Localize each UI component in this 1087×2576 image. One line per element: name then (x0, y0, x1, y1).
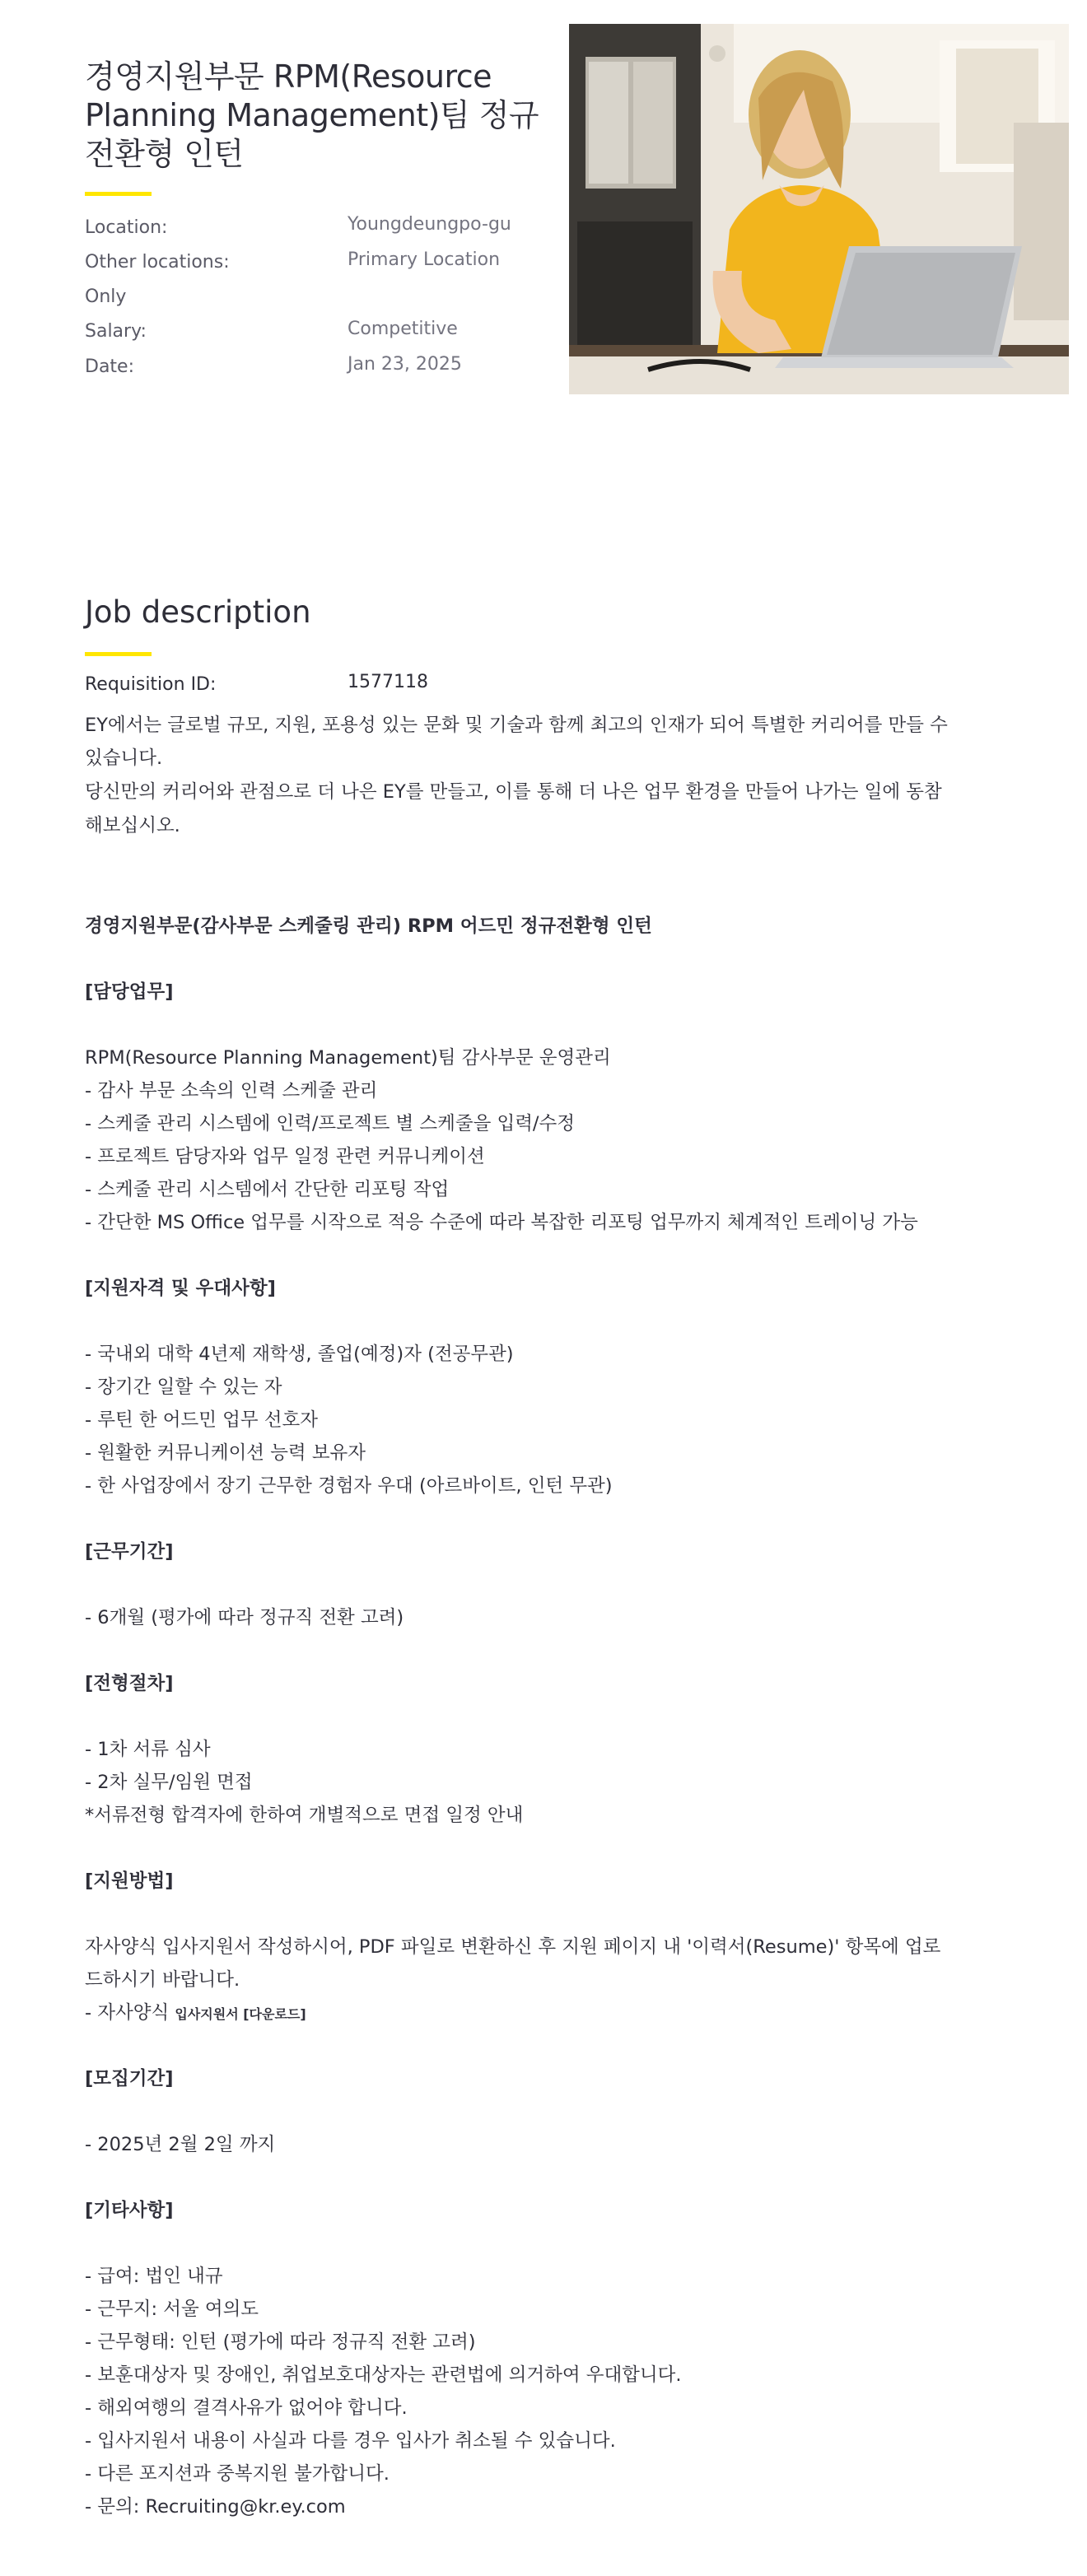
salary-value: Competitive (348, 319, 458, 339)
duties-heading: [담당업무] (85, 981, 174, 1003)
other-locations-value-cont: Only (85, 286, 127, 307)
apply-heading: [지원방법] (85, 1870, 174, 1892)
duty-item: - 스케줄 관리 시스템에 인력/프로젝트 별 스케줄을 입력/수정 (85, 1113, 575, 1134)
job-title (85, 58, 546, 174)
other-locations-value: Primary Location (348, 249, 501, 270)
intro-line: EY에서는 글로벌 규모, 지원, 포용성 있는 문화 및 기술과 함께 최고의 인재가 되어 특별한 커리어를 만들 수 (85, 715, 948, 736)
job-title-line: 전환형 인턴 (85, 136, 244, 172)
requisition-id-value: 1577118 (348, 672, 428, 692)
etc-item: - 입사지원서 내용이 사실과 다를 경우 입사가 취소될 수 있습니다. (85, 2430, 616, 2452)
etc-item: - 해외여행의 결격사유가 없어야 합니다. (85, 2397, 408, 2419)
date-label: Date: (85, 356, 134, 377)
location-label: Location: (85, 217, 168, 238)
apply-item: 자사양식 입사지원서 작성하시어, PDF 파일로 변환하신 후 지원 페이지 내 '이력서(Resume)' 항목에 업로 (85, 1936, 941, 1958)
job-title-line: Planning Management)팀 정규 (85, 97, 539, 133)
intro-line: 있습니다. (85, 748, 163, 769)
job-description-heading: Job description (85, 594, 311, 630)
period-heading: [근무기간] (85, 1541, 174, 1563)
period-item: - 6개월 (평가에 따라 정규직 전환 고려) (85, 1607, 404, 1628)
qualification-item: - 국내외 대학 4년제 재학생, 졸업(예정)자 (전공무관) (85, 1344, 514, 1365)
qualification-item: - 한 사업장에서 장기 근무한 경험자 우대 (아르바이트, 인턴 무관) (85, 1475, 613, 1497)
etc-item: - 다른 포지션과 중복지원 불가합니다. (85, 2463, 390, 2485)
process-item: *서류전형 합격자에 한하여 개별적으로 면접 일정 안내 (85, 1805, 524, 1826)
etc-item: - 보훈대상자 및 장애인, 취업보호대상자는 관련법에 의거하여 우대합니다. (85, 2364, 682, 2386)
recruit-item: - 2025년 2월 2일 까지 (85, 2134, 276, 2155)
application-form-download-link[interactable]: 입사지원서 [다운로드] (175, 2006, 306, 2022)
process-item: - 1차 서류 심사 (85, 1739, 211, 1760)
apply-item: 드하시기 바랍니다. (85, 1969, 240, 1991)
duty-item: - 감사 부문 소속의 인력 스케줄 관리 (85, 1080, 378, 1102)
qualification-item: - 루틴 한 어드민 업무 선호자 (85, 1409, 318, 1431)
other-locations-label: Other locations: (85, 252, 230, 273)
process-item: - 2차 실무/임원 면접 (85, 1772, 253, 1793)
duty-item: - 프로젝트 담당자와 업무 일정 관련 커뮤니케이션 (85, 1146, 485, 1167)
qualification-item: - 장기간 일할 수 있는 자 (85, 1377, 282, 1398)
process-heading: [전형절차] (85, 1673, 174, 1694)
apply-form-prefix: - 자사양식 (85, 2002, 175, 2024)
contact-email[interactable]: - 문의: Recruiting@kr.ey.com (85, 2496, 346, 2518)
date-value: Jan 23, 2025 (348, 354, 462, 375)
woman-with-laptop-photo (569, 24, 1069, 394)
etc-item: - 근무형태: 인턴 (평가에 따라 정규직 전환 고려) (85, 2331, 476, 2353)
duty-item: RPM(Resource Planning Management)팀 감사부문 운영관리 (85, 1047, 611, 1069)
qualification-item: - 원활한 커뮤니케이션 능력 보유자 (85, 1442, 366, 1464)
location-value: Youngdeungpo-gu (348, 214, 511, 235)
duty-item: - 간단한 MS Office 업무를 시작으로 적응 수준에 따라 복잡한 리포팅 업무까지 체계적인 트레이닝 가능 (85, 1212, 918, 1233)
posting-title: 경영지원부문(감사부문 스케줄링 관리) RPM 어드민 정규전환형 인턴 (85, 915, 652, 937)
recruit-heading: [모집기간] (85, 2068, 174, 2089)
job-title-line: 경영지원부문 RPM(Resource (85, 58, 492, 95)
duty-item: - 스케줄 관리 시스템에서 간단한 리포팅 작업 (85, 1179, 450, 1200)
section-accent-bar (85, 652, 152, 656)
intro-line: 당신만의 커리어와 관점으로 더 나은 EY를 만들고, 이를 통해 더 나은 업무 환경을 만들어 나가는 일에 동참 (85, 781, 942, 803)
etc-item: - 급여: 법인 내규 (85, 2266, 223, 2287)
intro-line: 해보십시오. (85, 815, 180, 836)
etc-heading: [기타사항] (85, 2200, 174, 2221)
salary-label: Salary: (85, 321, 147, 342)
hero-image (569, 24, 1069, 394)
title-accent-bar (85, 192, 152, 196)
qualification-heading: [지원자격 및 우대사항] (85, 1278, 276, 1299)
etc-item: - 근무지: 서울 여의도 (85, 2299, 259, 2320)
requisition-id-label: Requisition ID: (85, 674, 217, 695)
apply-form-line (85, 2001, 306, 2027)
